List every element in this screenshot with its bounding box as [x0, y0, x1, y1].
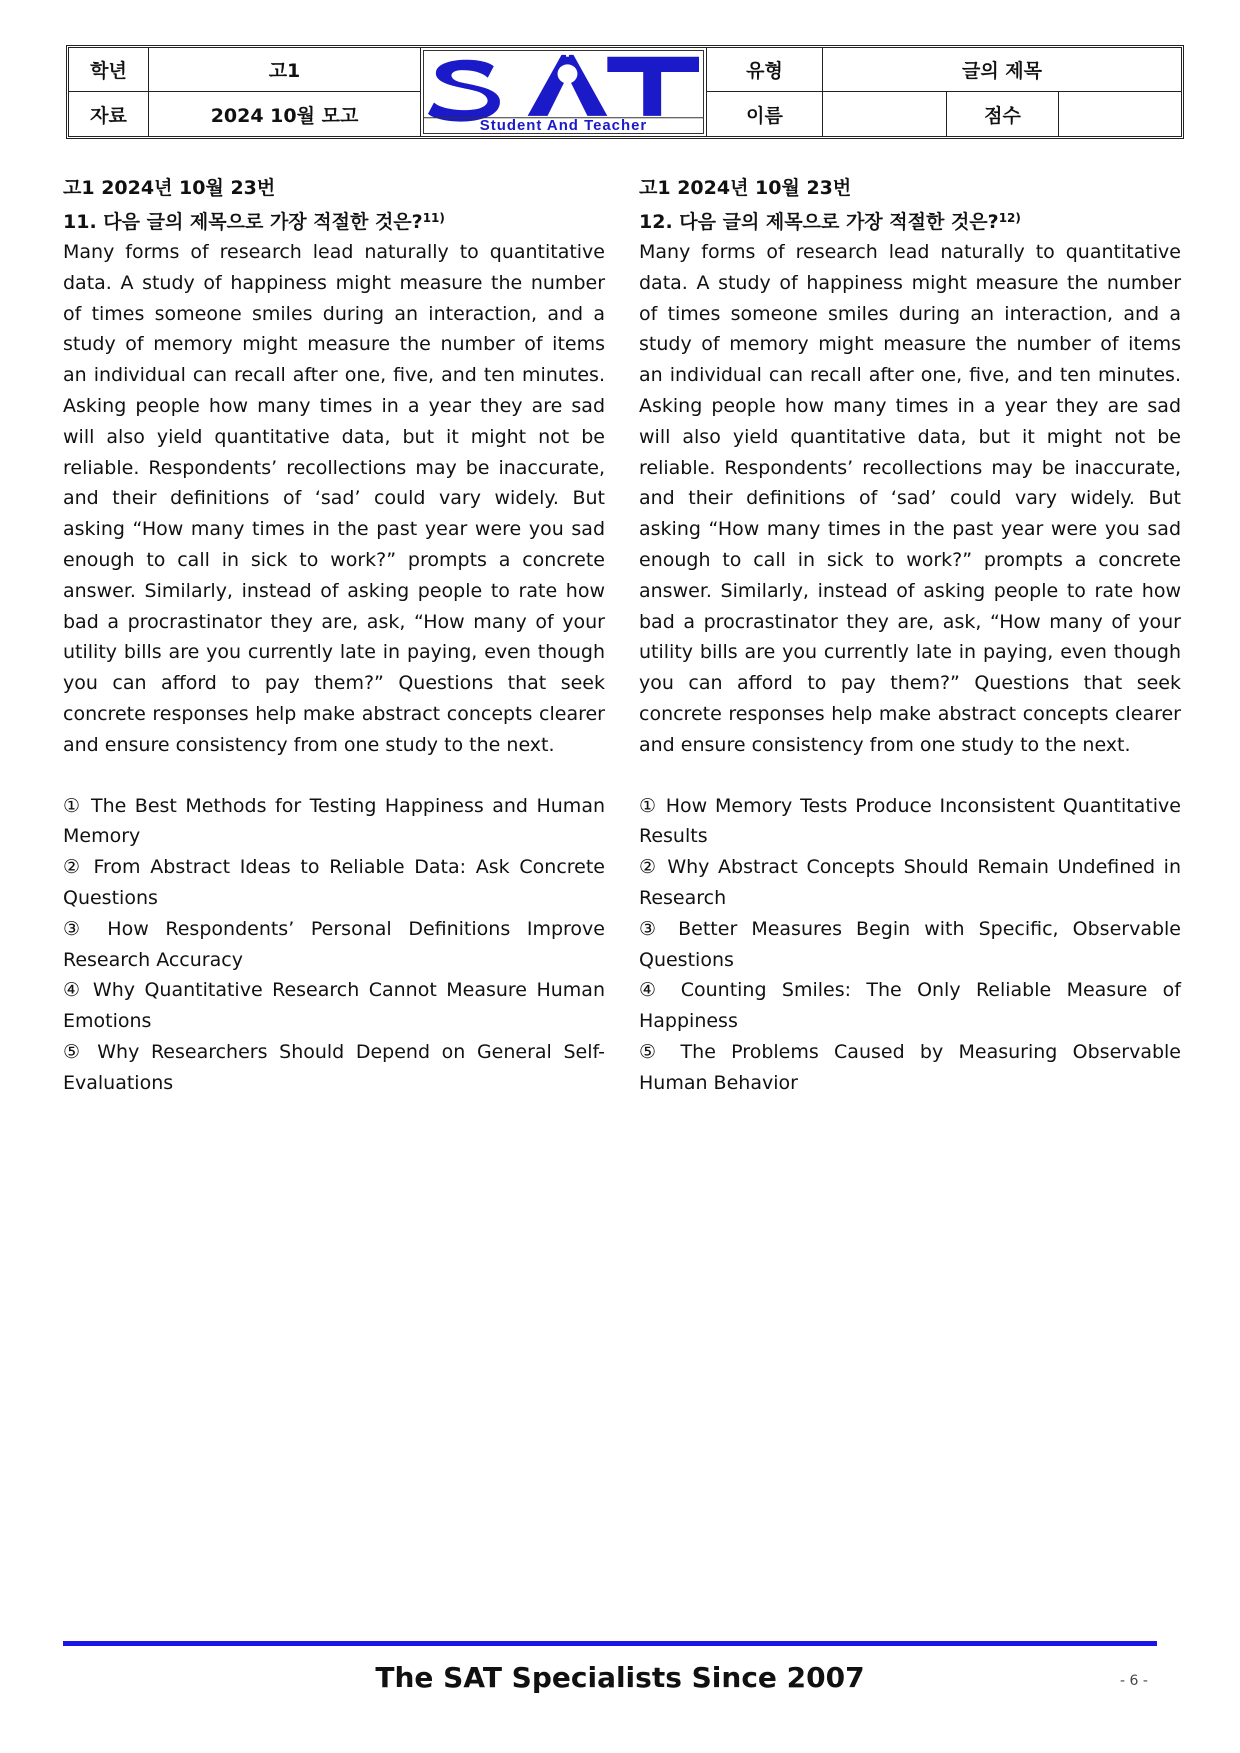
type-value: 글의 제목 [823, 48, 1181, 92]
footer-slogan: The SAT Specialists Since 2007 [375, 1661, 865, 1694]
type-label: 유형 [707, 48, 823, 92]
choice-3[interactable]: ③ Better Measures Begin with Specific, Observable Questions [639, 917, 1181, 971]
question-11 [63, 173, 605, 1099]
choice-2[interactable]: ② From Abstract Ideas to Reliable Data: Ask Concrete Questions [63, 856, 605, 909]
footnote-marker: 12) [998, 211, 1021, 225]
source-value: 2024 10월 모고 [149, 92, 421, 136]
score-field[interactable] [1059, 92, 1181, 136]
question-source: 고1 2024년 10월 23번 [639, 177, 852, 199]
choice-5[interactable]: ⑤ The Problems Caused by Measuring Observable Human Behavior [639, 1040, 1181, 1094]
choice-2[interactable]: ② Why Abstract Concepts Should Remain Undefined in Research [639, 856, 1181, 909]
footnote-marker: 11) [422, 211, 445, 225]
passage: Many forms of research lead naturally to quantitative data. A study of happiness might measure the number of times someone smiles during an interaction, and a study of memory might measure the number of items an individual can recall after one, five, and ten minutes. Asking people how many times in a year they are sad will also yield quantitative data, but it might not be reliable. Respondents’ recollections may be inaccurate, and their definitions of ‘sad’ could vary widely. But asking “How many times in the past year were you sad enough to call in sick to work?” prompts a concrete answer. Similarly, instead of asking people to rate how bad a procrastinator they are, ask, “How many of your utility bills are you currently late in paying, even though you can afford to pay them?” Questions that seek concrete responses help make abstract concepts clearer and ensure consistency from one study to the next. [63, 241, 605, 756]
choice-1[interactable]: ① How Memory Tests Produce Inconsistent Quantitative Results [639, 794, 1181, 848]
footer-divider [63, 1641, 1157, 1646]
header-table [66, 45, 1184, 139]
answer-choices [639, 791, 1181, 1099]
score-label: 점수 [947, 92, 1059, 136]
question-title: 12. 다음 글의 제목으로 가장 적절한 것은?$^{12)}$ [639, 211, 1021, 233]
grade-value: 고1 [149, 48, 421, 92]
sat-logo [423, 50, 704, 134]
source-label: 자료 [69, 92, 149, 136]
passage: Many forms of research lead naturally to quantitative data. A study of happiness might measure the number of times someone smiles during an interaction, and a study of memory might measure the number of items an individual can recall after one, five, and ten minutes. Asking people how many times in a year they are sad will also yield quantitative data, but it might not be reliable. Respondents’ recollections may be inaccurate, and their definitions of ‘sad’ could vary widely. But asking “How many times in the past year were you sad enough to call in sick to work?” prompts a concrete answer. Similarly, instead of asking people to rate how bad a procrastinator they are, ask, “How many of your utility bills are you currently late in paying, even though you can afford to pay them?” Questions that seek concrete responses help make abstract concepts clearer and ensure consistency from one study to the next. [639, 241, 1181, 756]
name-label: 이름 [707, 92, 823, 136]
choice-4[interactable]: ④ Counting Smiles: The Only Reliable Measure of Happiness [639, 979, 1181, 1033]
page-number: - 6 - [1120, 1673, 1148, 1689]
choice-5[interactable]: ⑤ Why Researchers Should Depend on General Self-Evaluations [63, 1040, 605, 1094]
name-field[interactable] [823, 92, 947, 136]
answer-choices [63, 791, 605, 1099]
question-title: 11. 다음 글의 제목으로 가장 적절한 것은?$^{11)}$ [63, 211, 445, 233]
choice-4[interactable]: ④ Why Quantitative Research Cannot Measure Human Emotions [63, 979, 605, 1033]
logo-subtext: Student And Teacher [479, 118, 648, 133]
question-source: 고1 2024년 10월 23번 [63, 177, 276, 199]
choice-1[interactable]: ① The Best Methods for Testing Happiness and Human Memory [63, 794, 605, 848]
sat-logo-graphic [424, 51, 703, 133]
choice-3[interactable]: ③ How Respondents’ Personal Definitions Improve Research Accuracy [63, 917, 605, 971]
grade-label: 학년 [69, 48, 149, 92]
question-12 [639, 173, 1181, 1099]
logo-cell [421, 48, 707, 136]
